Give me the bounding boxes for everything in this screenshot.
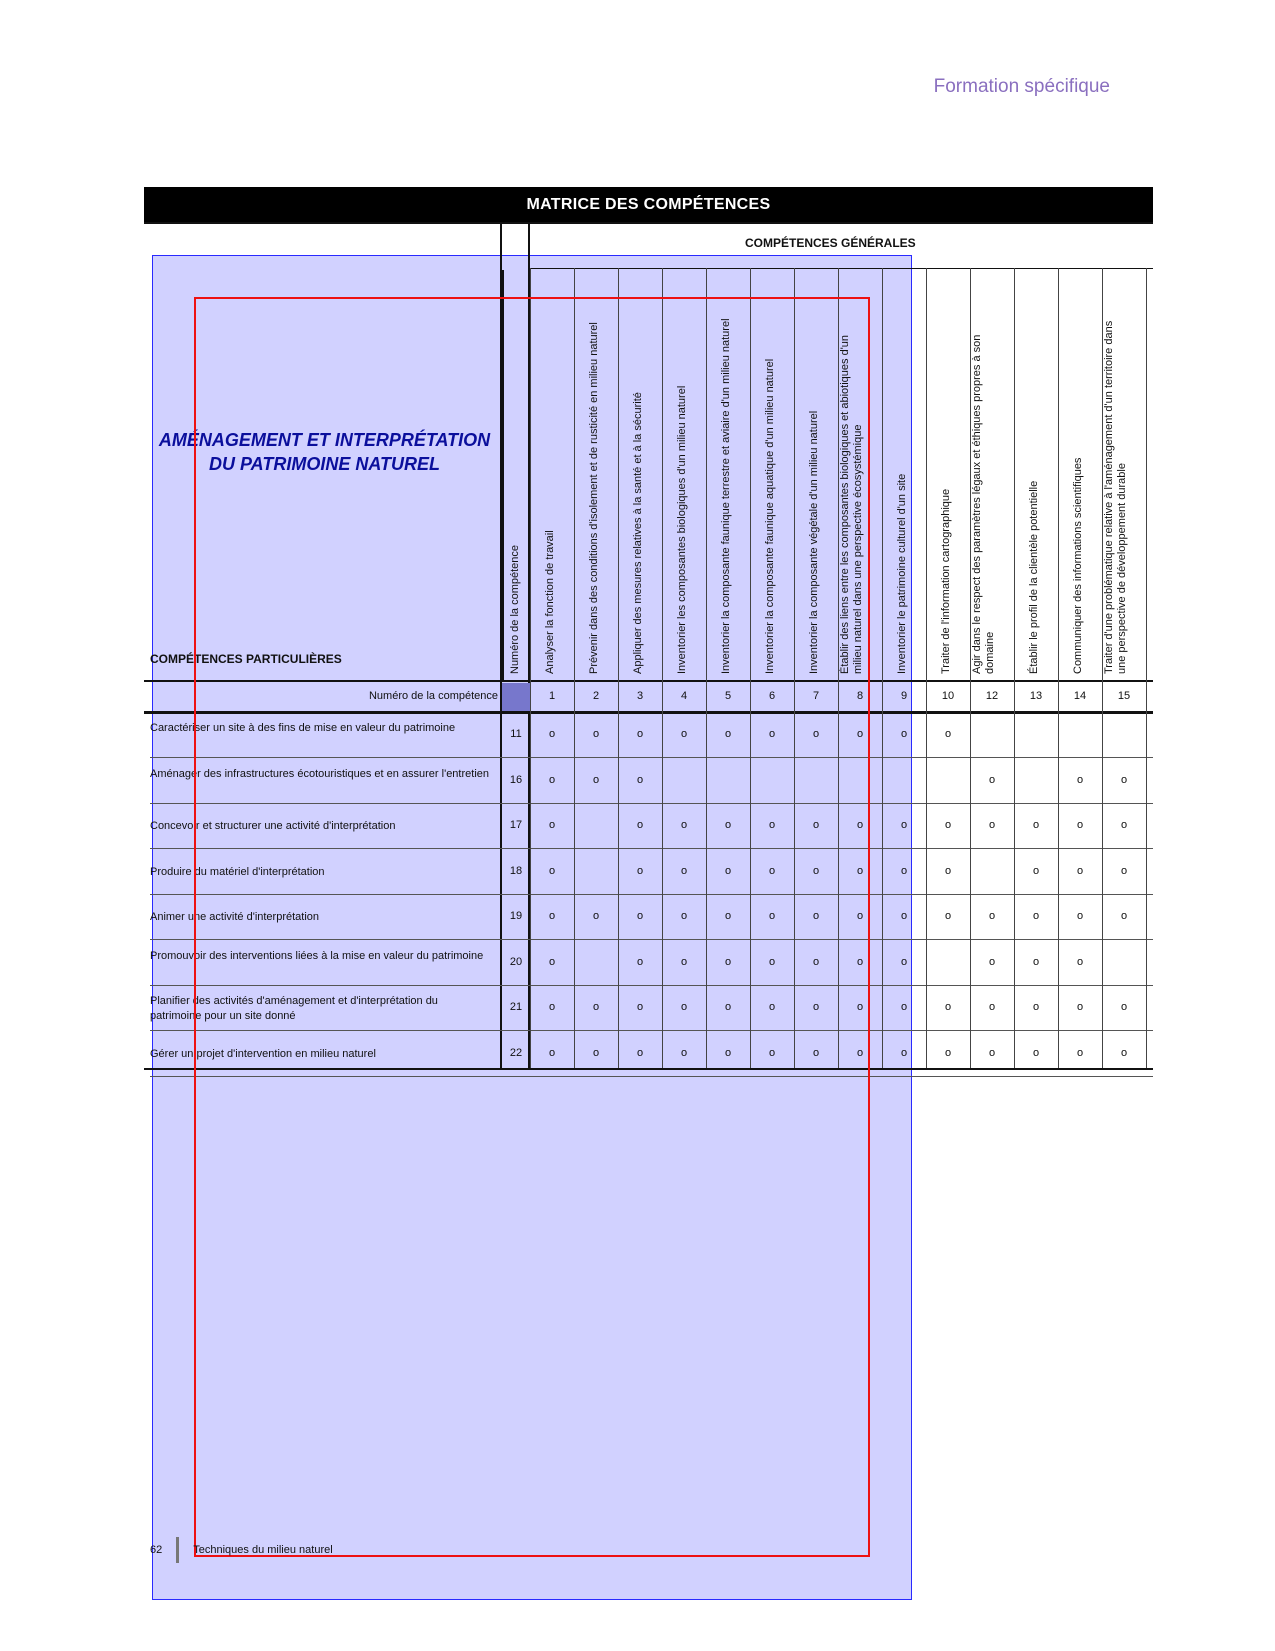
row-number: 22 [509,1046,523,1059]
matrix-cell: o [1120,819,1128,831]
matrix-cell: o [548,1001,556,1013]
general-competency-header [1014,270,1058,680]
table-row [150,987,1153,1031]
footer-title: Techniques du milieu naturel [193,1544,333,1556]
matrix-cell: o [548,910,556,922]
general-competencies-title: COMPÉTENCES GÉNÉRALES [745,236,916,250]
rule-header-bottom [144,680,1153,682]
matrix-cell: o [1076,1001,1084,1013]
matrix-cell: o [988,819,996,831]
general-competency-label: Prévenir dans des conditions d'isolement et de rusticité en milieu naturel [588,322,600,674]
table-row [150,714,1153,758]
matrix-cell: o [636,819,644,831]
table-row [150,805,1153,849]
row-label: Promouvoir des interventions liées à la mise en valeur du patrimoine [150,949,484,962]
matrix-cell: o [988,955,996,968]
matrix-cell: o [988,1046,996,1059]
column-rule [970,268,971,1068]
matrix-cell: o [1076,819,1084,831]
general-competency-label: Agir dans le respect des paramètres légaux et éthiques propres à son domaine [971,334,996,674]
row-number: 16 [509,773,523,786]
matrix-cell: o [1032,864,1040,877]
matrix-cell: o [1076,910,1084,922]
row-number: 19 [509,910,523,922]
matrix-cell: o [548,1046,556,1059]
general-competency-header [970,270,1014,680]
row-label: Produire du matériel d'interprétation [150,865,325,878]
matrix-cell: o [768,728,776,740]
matrix-cell: o [900,728,908,740]
general-competency-label: Inventorier le patrimoine culturel d'un site [896,473,908,674]
general-competency-label: Inventorier la composante végétale d'un milieu naturel [808,410,820,674]
matrix-cell: o [724,910,732,922]
general-competency-number: 3 [636,690,644,702]
matrix-cell: o [592,1046,600,1059]
footer-divider [176,1537,179,1563]
matrix-cell: o [856,819,864,831]
general-competency-label: Appliquer des mesures relatives à la santé et à la sécurité [632,392,644,674]
program-title [152,428,497,476]
matrix-cell: o [1032,955,1040,968]
row-number: 20 [509,955,523,968]
matrix-cell: o [812,819,820,831]
row-label: Planifier des activités d'aménagement et d'interprétation du patrimoine pour un site donné [150,995,438,1022]
matrix-cell: o [812,728,820,740]
column-rule [530,268,531,1068]
matrix-cell: o [1120,1001,1128,1013]
matrix-cell: o [900,1001,908,1013]
matrix-cell: o [900,1046,908,1059]
rule-top [144,222,1153,224]
general-competency-number: 1 [548,690,556,702]
matrix-cell: o [900,910,908,922]
matrix-cell: o [768,864,776,877]
matrix-cell: o [1120,910,1128,922]
rule-general-header [530,268,1153,269]
row-label: Gérer un projet d'intervention en milieu naturel [150,1047,376,1060]
table-row [150,896,1153,940]
matrix-cell: o [724,1001,732,1013]
matrix-cell: o [636,1001,644,1013]
competency-number-header-text: Numéro de la compétence [509,544,521,674]
general-competency-header [1058,270,1102,680]
matrix-cell: o [548,819,556,831]
matrix-title: MATRICE DES COMPÉTENCES [526,196,771,213]
general-competency-number: 5 [724,690,732,702]
matrix-cell: o [944,1001,952,1013]
matrix-cell: o [1120,864,1128,877]
column-rule [618,268,619,1068]
general-competency-label: Inventorier la composante faunique terrestre et aviaire d'un milieu naturel [720,318,732,674]
general-competency-header [1102,270,1146,680]
general-competency-header [750,270,794,680]
general-competency-header [530,270,574,680]
matrix-cell: o [1032,1001,1040,1013]
matrix-cell: o [1032,910,1040,922]
matrix-cell: o [548,864,556,877]
matrix-cell: o [680,728,688,740]
column-rule [574,268,575,1068]
matrix-cell: o [944,728,952,740]
general-competency-label: Communiquer des informations scientifiques [1072,457,1084,674]
number-row-label: Numéro de la compétence [368,690,498,702]
column-rule [926,268,927,1068]
general-competency-header [794,270,838,680]
table-row [150,942,1153,986]
general-competency-number: 12 [985,690,999,702]
matrix-cell: o [768,910,776,922]
matrix-cell: o [812,910,820,922]
column-rule [706,268,707,1068]
matrix-cell: o [592,1001,600,1013]
matrix-cell: o [636,773,644,786]
matrix-cell: o [856,1046,864,1059]
matrix-cell: o [548,773,556,786]
matrix-cell: o [768,1046,776,1059]
general-competency-label: Traiter de l'information cartographique [940,488,952,674]
column-rule [1058,268,1059,1068]
matrix-cell: o [856,955,864,968]
matrix-cell: o [900,819,908,831]
matrix-cell: o [988,773,996,786]
matrix-cell: o [944,819,952,831]
general-competency-number: 14 [1073,690,1087,702]
general-competency-label: Analyser la fonction de travail [544,530,556,674]
general-competency-number: 8 [856,690,864,702]
matrix-cell: o [900,864,908,877]
matrix-cell: o [1076,773,1084,786]
matrix-cell: o [988,1001,996,1013]
matrix-cell: o [680,864,688,877]
general-competency-number: 7 [812,690,820,702]
general-competency-number: 10 [941,690,955,702]
column-rule [794,268,795,1068]
matrix-cell: o [944,1046,952,1059]
matrix-cell: o [636,1046,644,1059]
row-number: 18 [509,864,523,877]
matrix-cell: o [680,1001,688,1013]
matrix-cell: o [1120,1046,1128,1059]
general-competency-header [926,270,970,680]
table-row [150,1033,1153,1077]
matrix-cell: o [592,728,600,740]
general-competency-header [838,270,882,680]
matrix-cell: o [900,955,908,968]
matrix-cell: o [944,864,952,877]
general-competency-label: Inventorier la composante faunique aquatique d'un milieu naturel [764,358,776,674]
matrix-cell: o [724,819,732,831]
row-label: Concevoir et structurer une activité d'interprétation [150,820,396,832]
particular-competencies-title: COMPÉTENCES PARTICULIÈRES [150,652,342,666]
matrix-cell: o [768,819,776,831]
column-rule [662,268,663,1068]
row-number: 11 [510,728,522,740]
general-competency-number: 2 [592,690,600,702]
matrix-cell: o [1032,1046,1040,1059]
column-rule [1014,268,1015,1068]
matrix-cell: o [548,955,556,968]
row-label: Caractériser un site à des fins de mise en valeur du patrimoine [150,722,456,734]
general-competency-header [574,270,618,680]
general-competency-number: 6 [768,690,776,702]
matrix-cell: o [1076,1046,1084,1059]
matrix-cell: o [636,955,644,968]
general-competency-number: 13 [1029,690,1043,702]
section-title: Formation spécifique [933,76,1110,97]
general-competency-label: Établir des liens entre les composantes biologiques et abiotiques d'un milieu naturel dans une perspective écosystémique [839,334,864,674]
matrix-cell: o [724,1046,732,1059]
column-rule [882,268,883,1068]
matrix-cell: o [1032,819,1040,831]
column-rule [750,268,751,1068]
program-title-line1: AMÉNAGEMENT ET INTERPRÉTATION [158,430,491,450]
number-row-shade [502,683,530,711]
matrix-cell: o [1076,955,1084,968]
column-rule [1146,268,1147,1068]
general-competency-label: Traiter d'une problématique relative à l'aménagement d'un territoire dans une perspective de développement durable [1103,320,1128,674]
matrix-cell: o [636,728,644,740]
general-competency-header [882,270,926,680]
matrix-cell: o [636,910,644,922]
row-number: 21 [509,1001,523,1013]
page-number: 62 [150,1544,163,1556]
row-label: Animer une activité d'interprétation [150,911,320,923]
general-competency-header [618,270,662,680]
general-competency-header [662,270,706,680]
matrix-cell: o [724,864,732,877]
program-title-line2: DU PATRIMOINE NATUREL [209,454,440,474]
matrix-cell: o [680,910,688,922]
matrix-cell: o [812,955,820,968]
matrix-cell: o [856,728,864,740]
matrix-cell: o [768,955,776,968]
matrix-cell: o [724,728,732,740]
matrix-cell: o [944,910,952,922]
page-footer [150,1537,333,1563]
matrix-cell: o [680,955,688,968]
matrix-cell: o [856,910,864,922]
matrix-cell: o [680,819,688,831]
matrix-cell: o [812,1046,820,1059]
column-rule [1102,268,1103,1068]
general-competency-label: Établir le profil de la clientèle potentielle [1028,480,1040,674]
matrix-cell: o [680,1046,688,1059]
matrix-cell: o [856,864,864,877]
matrix-cell: o [856,1001,864,1013]
general-competency-number: 9 [900,690,908,702]
matrix-cell: o [988,910,996,922]
table-row [150,851,1153,895]
matrix-cell: o [724,955,732,968]
matrix-cell: o [1076,864,1084,877]
general-competency-header [706,270,750,680]
matrix-cell: o [812,1001,820,1013]
row-number: 17 [509,819,523,831]
matrix-cell: o [592,773,600,786]
column-rule [838,268,839,1068]
matrix-cell: o [592,910,600,922]
general-competency-number: 4 [680,690,688,702]
table-row [150,760,1153,804]
general-competency-number: 15 [1117,690,1131,702]
matrix-cell: o [1120,773,1128,786]
matrix-cell: o [812,864,820,877]
competency-number-column-header [502,270,530,680]
matrix-banner [144,187,1153,223]
matrix-cell: o [548,728,556,740]
general-competency-label: Inventorier les composantes biologiques d'un milieu naturel [676,385,688,674]
matrix-cell: o [636,864,644,877]
matrix-cell: o [768,1001,776,1013]
row-label: Aménager des infrastructures écotouristiques et en assurer l'entretien [150,767,489,780]
